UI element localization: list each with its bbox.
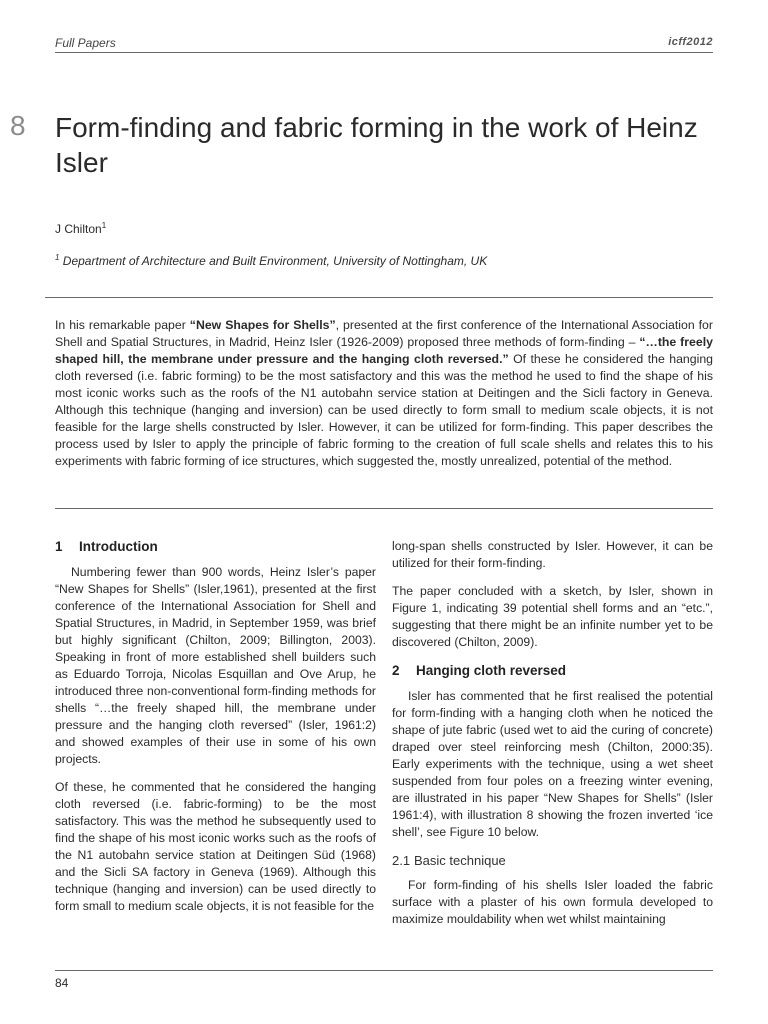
body-paragraph: Of these, he commented that he considered the hanging cloth reversed (i.e. fabric-forming) to be the most satisfactory. This was the method he subsequently used to find the shape of his most iconic works such as the roofs of the N1 autobahn service station at Deitingen Süd (1968) and the Sicli SA factory in Geneva (1969). Although this technique (hanging and inversion) can be used directly to form small to medium scale objects, it is not feasible for the <box>55 780 376 913</box>
author-superscript: 1 <box>101 221 107 230</box>
section-heading-introduction <box>55 538 376 555</box>
author-name: J Chilton <box>55 222 102 236</box>
section-title: Hanging cloth reversed <box>416 663 567 678</box>
affiliation-line <box>55 254 487 268</box>
left-column <box>55 538 376 926</box>
abstract-text-3: Of these he considered the hanging cloth reversed (i.e. fabric forming) to be the most satisfactory and this was the method he used to find the shape of his most iconic works such as the roofs of the N1 autobahn service station at Deitingen and the Sicli factory in Geneva. Although this technique (hanging and inversion) can be used directly to form small to medium scale objects, it is not feasible for the large shells constructed by Isler. However, it can be utilized for form-finding. This paper describes the process used by Isler to apply the principle of fabric forming to the creation of full scale shells and relates this to his experiments with fabric forming of ice structures, which suggested the, mostly unrealized, potential of the method. <box>55 352 713 468</box>
affiliation-superscript: 1 <box>55 253 60 262</box>
page-number: 84 <box>55 976 69 990</box>
section-number: 2 <box>392 663 400 678</box>
abstract-text-1: In his remarkable paper <box>55 318 190 332</box>
abstract-bold-1: “New Shapes for Shells” <box>189 318 336 332</box>
body-paragraph: Numbering fewer than 900 words, Heinz Isler’s paper “New Shapes for Shells” (Isler,1961), presented at the first conference of the International Association for Shell and Spatial Structures, in Madrid, in September 1959, was brief but highly significant (Chilton, 2009; Billington, 2003). Speaking in front of more established shell builders such as Eduardo Torroja, Nicolas Esquillan and Ove Arup, he introduced three non-conventional form-finding methods for shells “…the freely shaped hill, the membrane under pressure and the hanging cloth reversed” (Isler, 1961:2) and showed examples of their use in some of his own projects. <box>55 565 376 766</box>
abstract-bottom-rule <box>55 508 713 509</box>
affiliation-text: Department of Architecture and Built Environment, University of Nottingham, UK <box>62 254 488 268</box>
body-paragraph: long-span shells constructed by Isler. However, it can be utilized for their form-finding. <box>392 539 713 570</box>
paper-title: Form-finding and fabric forming in the work of Heinz Isler <box>55 112 698 178</box>
running-header-section: Full Papers <box>55 36 116 50</box>
paper-number: 8 <box>10 110 26 141</box>
subsection-heading-basic-technique <box>392 852 713 869</box>
section-title: Introduction <box>79 539 158 554</box>
author-line <box>55 222 106 236</box>
section-number: 1 <box>55 539 63 554</box>
right-column <box>392 538 713 939</box>
body-paragraph: For form-finding of his shells Isler loaded the fabric surface with a plaster of his own formula developed to maximize mouldability when wet whilst maintaining <box>392 878 713 926</box>
section-heading-hanging-cloth <box>392 662 713 679</box>
abstract-text-2: , presented at the first conference of the International Association for Shell and Spatial Structures, in Madrid, Heinz Isler (1926-2009) proposed three methods of form-finding – <box>55 318 713 349</box>
subsection-number: 2.1 <box>392 853 411 868</box>
header-rule <box>55 52 713 53</box>
abstract-bold-2: “…the freely shaped hill, the membrane under pressure and the hanging cloth reversed.” <box>55 335 713 366</box>
body-paragraph: Isler has commented that he first realised the potential for form-finding with a hanging cloth when he noticed the shape of jute fabric (used wet to aid the curing of concrete) draped over steel reinforcing mesh (Chilton, 2000:35). Early experiments with the technique, using a wet sheet suspended from four poles on a freezing winter evening, are illustrated in his paper “New Shapes for Shells” (Isler 1961:4), with illustration 8 showing the frozen inverted ‘ice shell’, see Figure 10 below. <box>392 689 713 839</box>
abstract <box>55 317 713 470</box>
subsection-title: Basic technique <box>414 853 506 868</box>
footer-rule <box>55 970 713 971</box>
abstract-top-rule <box>45 297 713 298</box>
body-paragraph: The paper concluded with a sketch, by Isler, shown in Figure 1, indicating 39 potential shell forms and an “etc.”, suggesting that there might be an infinite number yet to be discovered (Chilton, 2009). <box>392 584 713 649</box>
running-header-conference: icff2012 <box>668 36 713 48</box>
